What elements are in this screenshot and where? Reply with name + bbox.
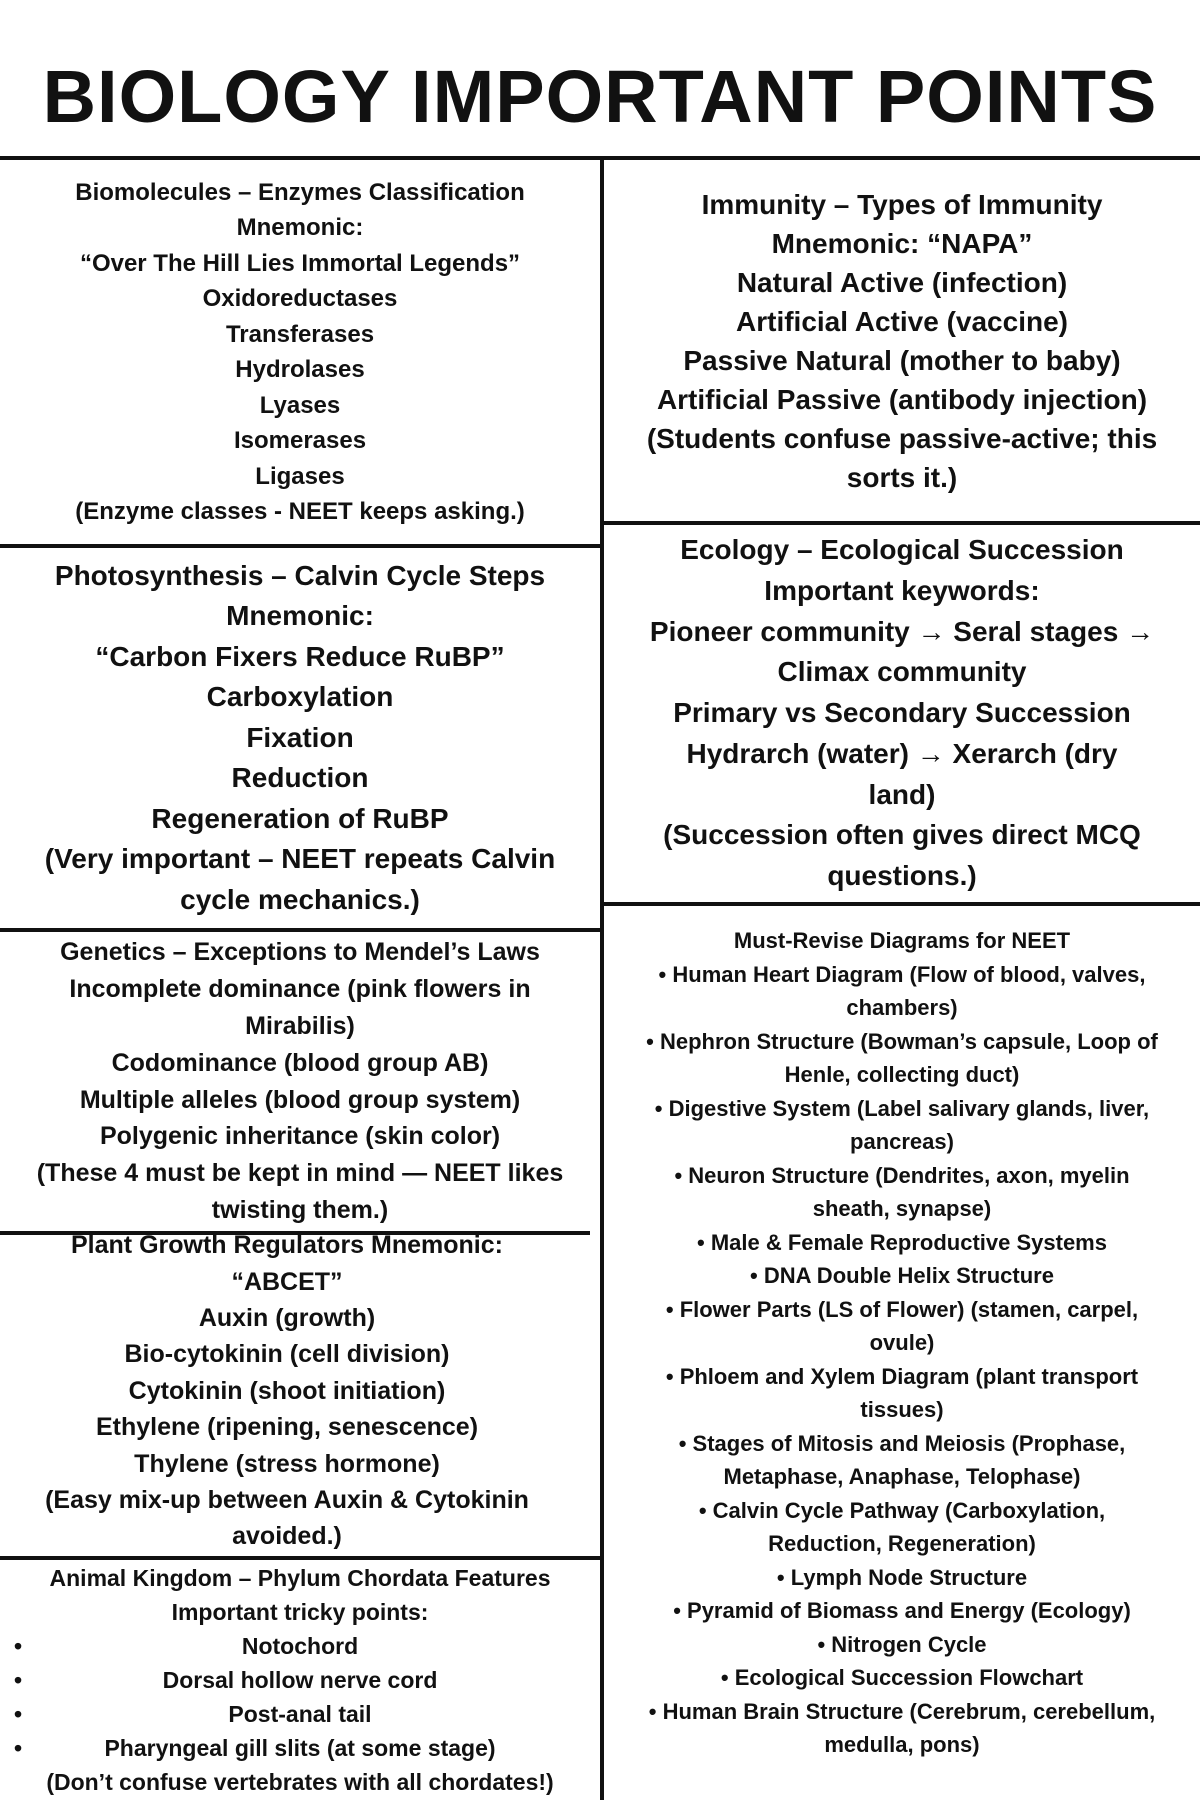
enzymes-item: Isomerases [233,427,367,454]
divider-right-2 [600,902,1200,906]
chordata-bullet-text: Post-anal tail [228,1701,372,1727]
chordata-bullet-text: Dorsal hollow nerve cord [162,1667,438,1693]
chordata-bullet-text: Notochord [241,1633,359,1659]
pgr-item: Bio-cytokinin (cell division) [124,1340,450,1369]
pgr-item: Auxin (growth) [198,1303,376,1332]
diagram-item: medulla, pons) [824,1732,980,1757]
chordata-bullet-item [0,1629,600,1663]
chordata-heading: Animal Kingdom – Phylum Chordata Features [49,1565,551,1591]
genetics-item: Incomplete dominance (pink flowers in [69,975,531,1004]
photosynthesis-mnemonic-label: Mnemonic: [226,600,374,632]
photosynthesis-step: Carboxylation [206,681,394,713]
immunity-item: Artificial Active (vaccine) [736,305,1068,337]
diagram-item: • Lymph Node Structure [776,1564,1028,1590]
genetics-item: Polygenic inheritance (skin color) [99,1122,501,1151]
diagram-item: • Ecological Succession Flowchart [720,1665,1084,1690]
pgr-item: Thylene (stress hormone) [134,1449,440,1478]
genetics-note: twisting them.) [211,1195,389,1224]
diagram-item: pancreas) [850,1129,954,1154]
pgr-note: avoided.) [232,1522,342,1551]
diagram-item: • Human Heart Diagram (Flow of blood, valves, [658,961,1146,987]
genetics-item: Mirabilis) [245,1011,355,1040]
diagram-item: • Human Brain Structure (Cerebrum, cerebellum, [648,1698,1156,1724]
ecology-note: questions.) [827,859,977,891]
enzymes-mnemonic-label: Mnemonic: [236,214,364,241]
immunity-mnemonic: Mnemonic: “NAPA” [771,227,1033,259]
photosynthesis-heading: Photosynthesis – Calvin Cycle Steps [54,559,546,591]
chordata-note: (Don’t confuse vertebrates with all chordates!) [46,1769,554,1795]
ecology-subheading: Important keywords: [764,575,1040,607]
photosynthesis-section [0,548,600,928]
diagrams-section [604,924,1200,1784]
enzymes-item: Lyases [259,391,341,419]
pgr-section [0,1226,574,1556]
ecology-note: (Succession often gives direct MCQ [663,819,1141,851]
diagram-item: • Male & Female Reproductive Systems [697,1229,1107,1255]
chordata-bullet-item [0,1697,600,1731]
diagram-item: • Stages of Mitosis and Meiosis (Prophase, [678,1430,1126,1456]
diagram-item: • DNA Double Helix Structure [750,1263,1054,1288]
diagram-item: • Flower Parts (LS of Flower) (stamen, carpel, [665,1296,1139,1322]
ecology-item: Climax community [777,656,1027,688]
chordata-bullet-item [0,1731,600,1765]
ecology-item: Pioneer community → Seral stages → [649,615,1155,647]
pgr-mnemonic: “ABCET” [231,1267,343,1296]
bullet-icon: • [14,1735,23,1761]
diagram-item: Reduction, Regeneration) [768,1531,1036,1556]
enzymes-item: Ligases [255,462,345,490]
genetics-note: (These 4 must be kept in mind — NEET likes [36,1159,564,1188]
diagram-item: • Nephron Structure (Bowman’s capsule, Loop of [646,1028,1158,1054]
bullet-icon: • [14,1633,23,1659]
diagram-item: tissues) [860,1397,944,1422]
genetics-item: Codominance (blood group AB) [111,1048,489,1077]
enzymes-mnemonic: “Over The Hill Lies Immortal Legends” [79,249,521,277]
enzymes-item: Hydrolases [235,356,365,383]
pgr-item: Cytokinin (shoot initiation) [128,1376,446,1405]
enzymes-item: Transferases [225,320,375,348]
genetics-item: Multiple alleles (blood group system) [79,1085,521,1114]
photosynthesis-step: Regeneration of RuBP [151,802,449,834]
diagram-item: • Neuron Structure (Dendrites, axon, myelin [674,1162,1130,1188]
ecology-item: Hydrarch (water) → Xerarch (dry [686,737,1118,769]
enzymes-note: (Enzyme classes - NEET keeps asking.) [75,498,525,525]
chordata-subheading: Important tricky points: [171,1599,429,1625]
photosynthesis-note: cycle mechanics.) [180,883,420,915]
chordata-bullet-item [0,1663,600,1697]
enzymes-section [0,160,600,544]
diagram-item: • Phloem and Xylem Diagram (plant transport [665,1363,1139,1389]
diagram-item: sheath, synapse) [812,1196,992,1221]
diagram-item: • Calvin Cycle Pathway (Carboxylation, [698,1497,1106,1523]
immunity-item: Passive Natural (mother to baby) [683,344,1121,376]
ecology-section [604,525,1200,902]
pgr-note: (Easy mix-up between Auxin & Cytokinin [45,1486,529,1515]
photosynthesis-step: Fixation [246,721,354,753]
bullet-icon: • [14,1701,23,1727]
diagrams-heading: Must-Revise Diagrams for NEET [733,928,1071,953]
enzymes-heading: Biomolecules – Enzymes Classification [75,178,525,206]
immunity-section [604,160,1200,521]
ecology-item: land) [868,778,936,810]
diagram-item: Henle, collecting duct) [784,1062,1020,1087]
diagram-item: • Nitrogen Cycle [817,1631,987,1657]
immunity-item: Artificial Passive (antibody injection) [656,383,1148,415]
immunity-heading: Immunity – Types of Immunity [701,188,1103,220]
ecology-heading: Ecology – Ecological Succession [680,534,1124,566]
enzymes-item: Oxidoreductases [202,285,398,312]
diagram-item: • Pyramid of Biomass and Energy (Ecology) [673,1598,1131,1623]
pgr-heading: Plant Growth Regulators Mnemonic: [71,1231,503,1260]
diagram-item: • Digestive System (Label salivary glands, liver, [654,1095,1150,1121]
diagram-item: Metaphase, Anaphase, Telophase) [723,1464,1081,1489]
genetics-heading: Genetics – Exceptions to Mendel’s Laws [60,938,540,967]
page-title: BIOLOGY IMPORTANT POINTS [42,55,1158,138]
immunity-note: (Students confuse passive-active; this [646,422,1158,454]
immunity-item: Natural Active (infection) [736,266,1068,298]
immunity-note: sorts it.) [846,461,958,493]
bullet-icon: • [14,1667,23,1693]
diagram-item: chambers) [846,995,958,1020]
pgr-item: Ethylene (ripening, senescence) [95,1413,479,1442]
diagram-item: ovule) [869,1330,935,1355]
ecology-item: Primary vs Secondary Succession [673,697,1131,729]
chordata-section [0,1560,600,1800]
photosynthesis-note: (Very important – NEET repeats Calvin [44,843,556,875]
photosynthesis-step: Reduction [231,762,369,794]
photosynthesis-mnemonic: “Carbon Fixers Reduce RuBP” [95,640,505,672]
genetics-section [0,932,600,1231]
chordata-bullet-text: Pharyngeal gill slits (at some stage) [104,1735,496,1761]
